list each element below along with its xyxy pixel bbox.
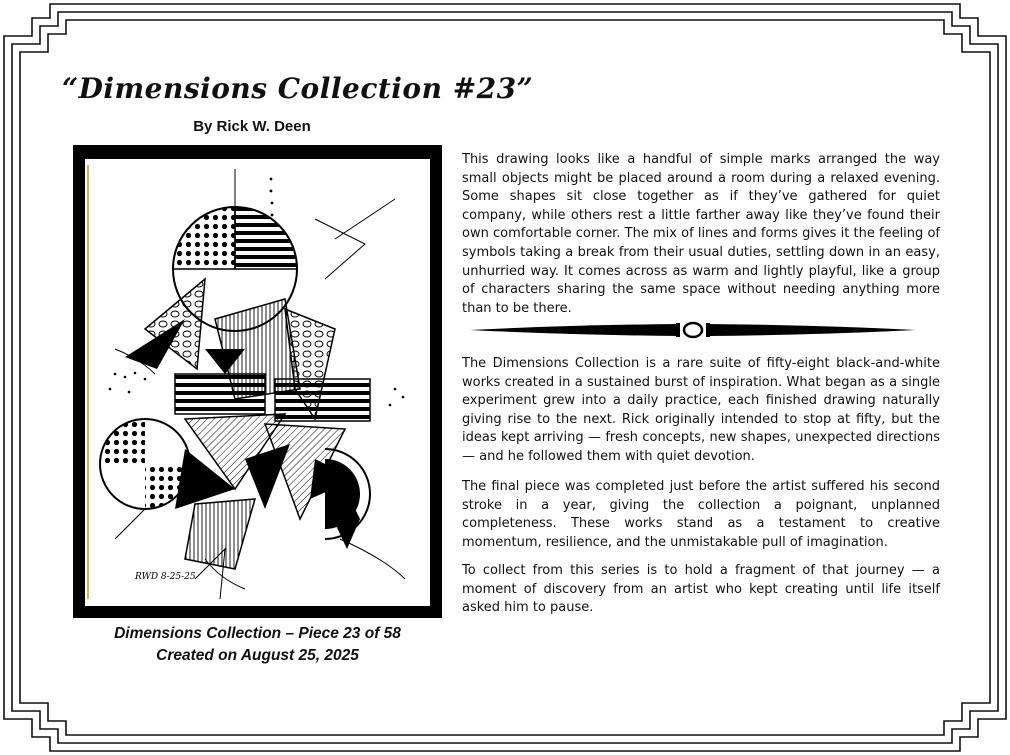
document-title: “Dimensions Collection #23” bbox=[62, 72, 534, 105]
description-paragraph-4: To collect from this series is to hold a fragment of that journey — a moment of discovery from an artist who kept creating until life itself asked him to pause. bbox=[462, 563, 940, 616]
artwork-caption bbox=[73, 623, 442, 667]
caption-piece-number: Dimensions Collection – Piece 23 of 58 bbox=[114, 625, 401, 642]
artwork-signature: RWD 8-25-25 bbox=[135, 572, 196, 582]
artwork-mat bbox=[85, 159, 430, 606]
caption-created-date: Created on August 25, 2025 bbox=[156, 647, 359, 664]
abstract-artwork-image bbox=[85, 159, 430, 606]
description-paragraph-3: The final piece was completed just before the artist suffered his second stroke in a year, giving the collection a poignant, unplanned completeness. These works stand as a testament to creative momentum, resilience, and the unmistakable pull of imagination. bbox=[462, 479, 940, 550]
description-paragraph-2: The Dimensions Collection is a rare suite of fifty-eight black-and-white works created in a sustained burst of inspiration. What began as a single experiment grew into a daily practice, each finished drawing naturally giving rise to the next. Rick originally intended to stop at fifty, but the ideas kept arriving — fresh concepts, new shapes, unexpected directions — and he followed them with quiet devotion. bbox=[462, 356, 940, 464]
description-paragraph-1: This drawing looks like a handful of simple marks arranged the way small objects might be placed around a room during a relaxed evening. Some shapes sit close together as if they’ve gathered for quiet company, while others rest a little farther away like they’ve found their own comfortable corner. The mix of lines and forms gives it the feeling of symbols taking a break from their usual duties, settling down in an easy, unhurried way. It comes across as warm and lightly playful, like a group of characters sharing the same space without needing anything more than to be there. bbox=[462, 152, 940, 316]
artwork-frame bbox=[73, 145, 442, 618]
ornamental-divider-icon bbox=[468, 319, 918, 341]
artist-byline: By Rick W. Deen bbox=[193, 118, 311, 135]
